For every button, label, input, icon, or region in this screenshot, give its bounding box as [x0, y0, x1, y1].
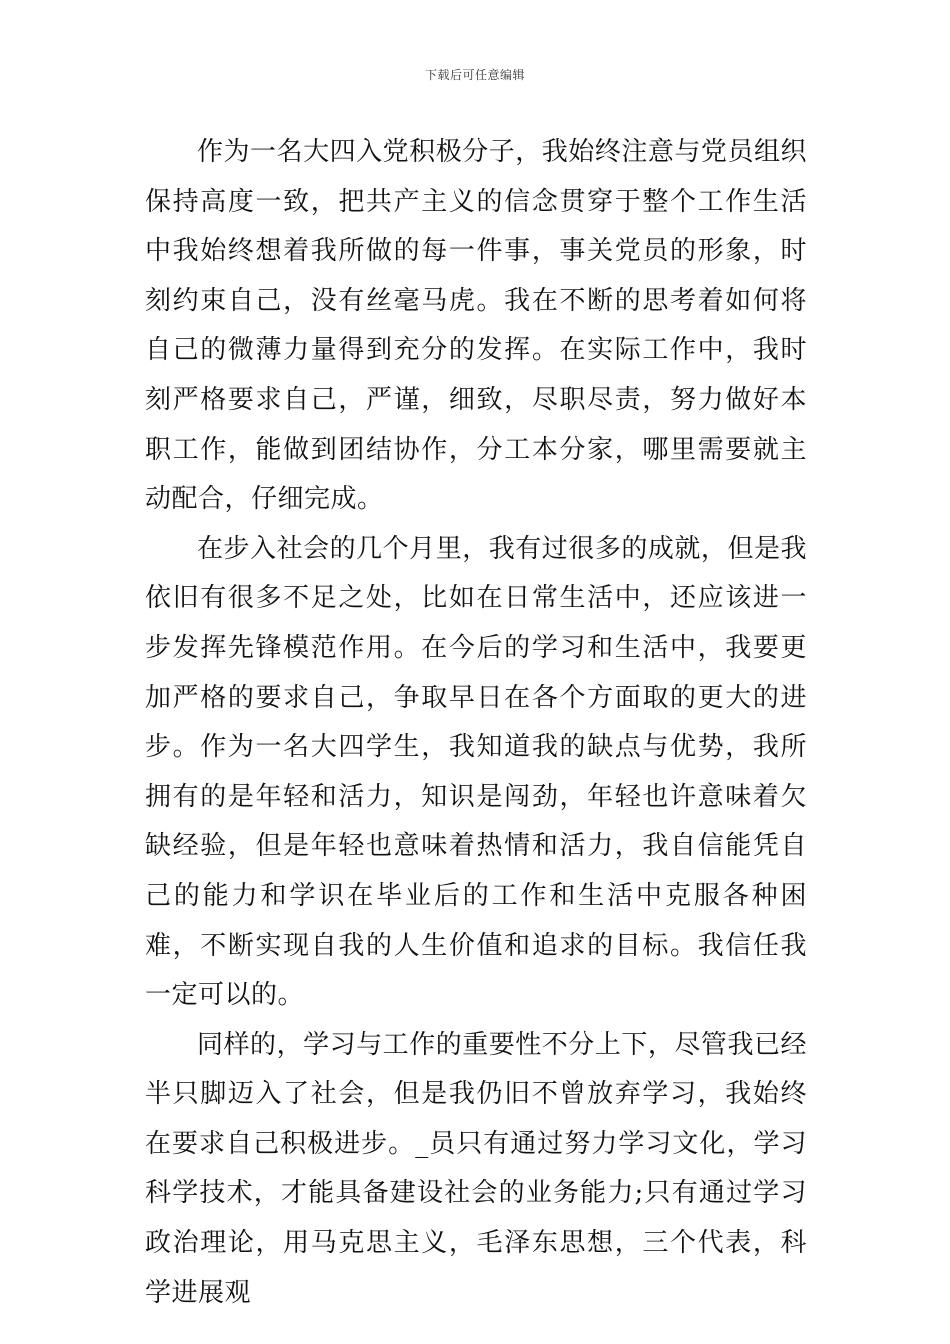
document-body	[145, 128, 807, 1318]
paragraph-2: 在步入社会的几个月里，我有过很多的成就，但是我依旧有很多不足之处，比如在日常生活中，还应该进一步发挥先锋模范作用。在今后的学习和生活中，我要更加严格的要求自己，争取早日在各个方面取的更大的进步。作为一名大四学生，我知道我的缺点与优势，我所拥有的是年轻和活力，知识是闯劲，年轻也许意味着欠缺经验，但是年轻也意味着热情和活力，我自信能凭自己的能力和学识在毕业后的工作和生活中克服各种困难，不断实现自我的人生价值和追求的目标。我信任我一定可以的。	[145, 533, 807, 1011]
paragraph-3: 同样的，学习与工作的重要性不分上下，尽管我已经半只脚迈入了社会，但是我仍旧不曾放弃学习，我始终在要求自己积极进步。_员只有通过努力学习文化，学习科学技术，才能具备建设社会的业务能力;只有通过学习政治理论，用马克思主义，毛泽东思想，三个代表，科学进展观	[145, 1029, 807, 1308]
paragraph-1: 作为一名大四入党积极分子，我始终注意与党员组织保持高度一致，把共产主义的信念贯穿于整个工作生活中我始终想着我所做的每一件事，事关党员的形象，时刻约束自己，没有丝毫马虎。我在不断的思考着如何将自己的微薄力量得到充分的发挥。在实际工作中，我时刻严格要求自己，严谨，细致，尽职尽责，努力做好本职工作，能做到团结协作，分工本分家，哪里需要就主动配合，仔细完成。	[145, 137, 807, 515]
header-note: 下载后可任意编辑	[424, 68, 525, 82]
